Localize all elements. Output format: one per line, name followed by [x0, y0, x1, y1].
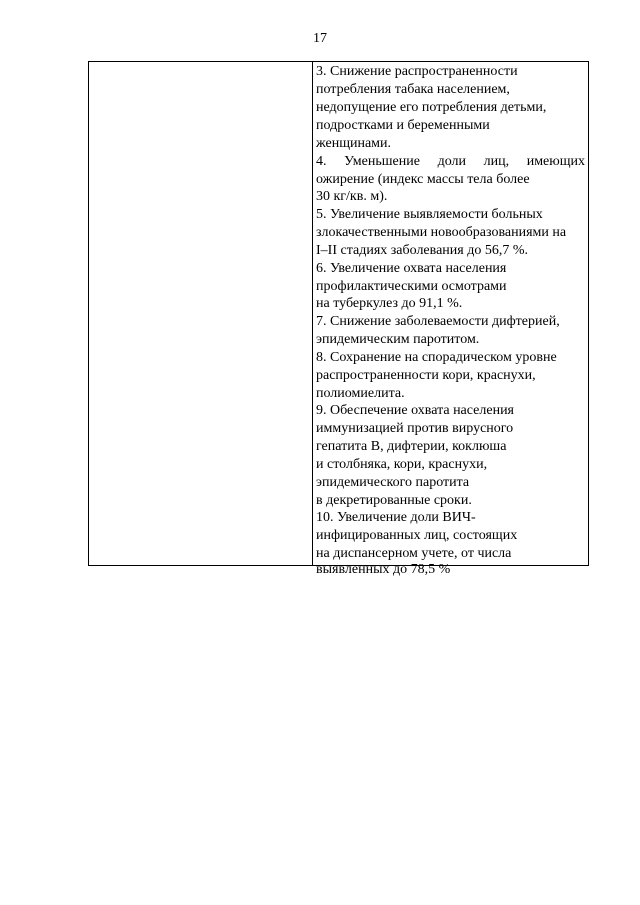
table-text-line: эпидемическим паротитом. [316, 332, 480, 347]
table-text-line: выявленных до 78,5 % [316, 562, 451, 577]
table-text-line: ожирение (индекс массы тела более [316, 172, 530, 187]
table-text-line: гепатита В, дифтерии, коклюша [316, 439, 507, 454]
table-text-line: злокачественными новообразованиями на [316, 225, 567, 240]
table-text-line: иммунизацией против вирусного [316, 421, 514, 436]
table-text-line: в декретированные сроки. [316, 493, 472, 508]
table-text-line: на диспансерном учете, от числа [316, 546, 512, 561]
table-text-line: подростками и беременными [316, 118, 490, 133]
table-text-line: 5. Увеличение выявляемости больных [316, 207, 543, 222]
table-text-line: 4. Уменьшение доли лиц, имеющих [316, 154, 585, 169]
table-text-line: 6. Увеличение охвата населения [316, 261, 507, 276]
table-text-line: инфицированных лиц, состоящих [316, 528, 518, 543]
table-text-line: недопущение его потребления детьми, [316, 100, 547, 115]
table-left-cell [89, 62, 313, 565]
table-text-line: 9. Обеспечение охвата населения [316, 403, 514, 418]
table-text-line: 10. Увеличение доли ВИЧ- [316, 510, 476, 525]
table-text-line: 7. Снижение заболеваемости дифтерией, [316, 314, 560, 329]
table-text-line: на туберкулез до 91,1 %. [316, 296, 463, 311]
page-number: 17 [313, 31, 327, 46]
table-text-line: профилактическими осмотрами [316, 279, 507, 294]
document-table [88, 61, 589, 577]
table-text-line: 30 кг/кв. м). [316, 189, 388, 204]
table-text-line: женщинами. [316, 136, 392, 151]
table-text-line: и столбняка, кори, краснухи, [316, 457, 488, 472]
table-text-line: потребления табака населением, [316, 82, 510, 97]
table-text-line: I–II стадиях заболевания до 56,7 %. [316, 243, 528, 258]
table-right-cell [313, 62, 588, 577]
table-text-line: полиомиелита. [316, 386, 405, 401]
table-text-line: эпидемического паротита [316, 475, 470, 490]
table-text-line: 8. Сохранение на спорадическом уровне [316, 350, 557, 365]
table-text-line: распространенности кори, краснухи, [316, 368, 536, 383]
table-text-line: 3. Снижение распространенности [316, 64, 518, 79]
